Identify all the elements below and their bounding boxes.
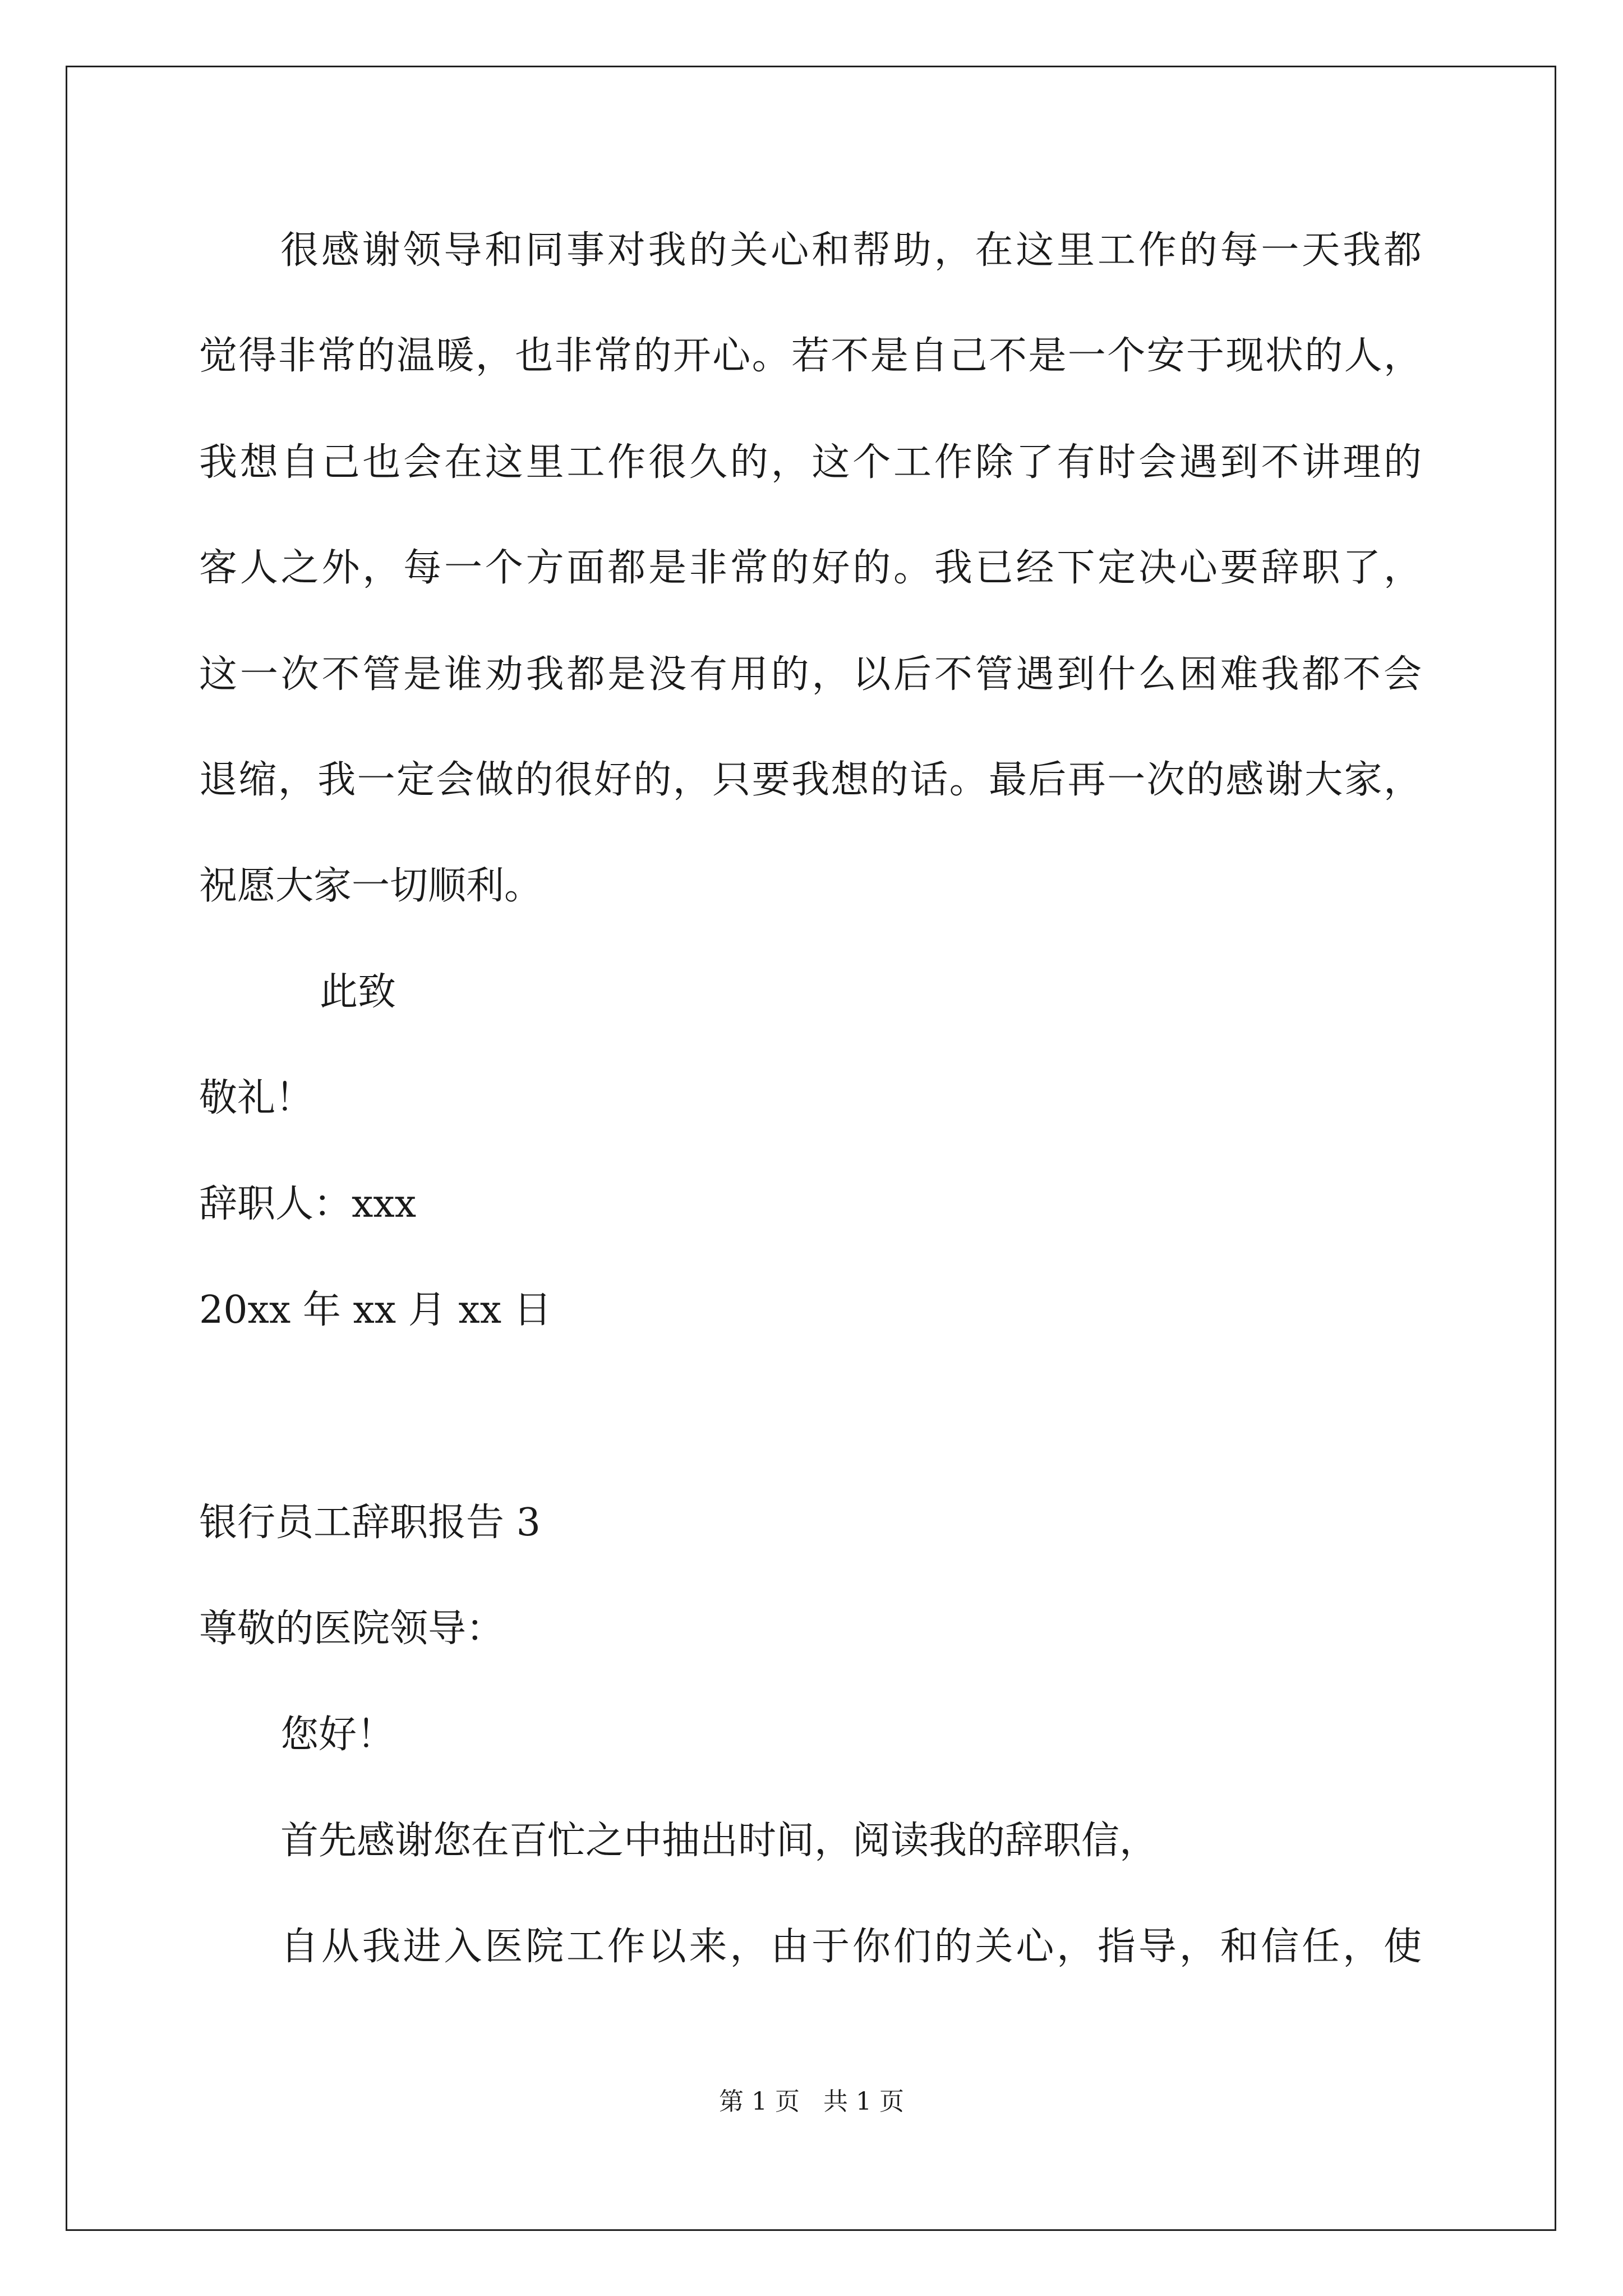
paragraph-line: 客人之外，每一个方面都是非常的好的。我已经下定决心要辞职了， [199,546,1422,590]
greeting: 您好！ [280,1713,395,1757]
salutation: 尊敬的医院领导： [199,1607,505,1651]
paragraph-line: 这一次不管是谁劝我都是没有用的，以后不管遇到什么困难我都不会 [199,652,1422,697]
paragraph-line: 首先感谢您在百忙之中抽出时间，阅读我的辞职信， [280,1819,1158,1863]
page-border [66,66,1556,2231]
date-line: 20xx 年 xx 月 xx 日 [199,1288,552,1332]
signature-line: 辞职人：xxx [199,1182,417,1226]
page-footer: 第 1 页 共 1 页 [719,2087,904,2116]
closing-ci-zhi: 此致 [320,970,396,1014]
paragraph-line: 自从我进入医院工作以来，由于你们的关心，指导，和信任，使 [280,1925,1422,1969]
paragraph-line: 退缩，我一定会做的很好的，只要我想的话。最后再一次的感谢大家， [199,758,1422,802]
paragraph-line: 觉得非常的温暖，也非常的开心。若不是自己不是一个安于现状的人， [199,334,1422,378]
paragraph-line: 我想自己也会在这里工作很久的，这个工作除了有时会遇到不讲理的 [199,440,1422,485]
section-title: 银行员工辞职报告 3 [199,1501,541,1545]
paragraph-line: 祝愿大家一切顺利。 [199,864,543,908]
closing-jing-li: 敬礼！ [199,1076,314,1120]
paragraph-line: 很感谢领导和同事对我的关心和帮助，在这里工作的每一天我都 [280,228,1422,273]
